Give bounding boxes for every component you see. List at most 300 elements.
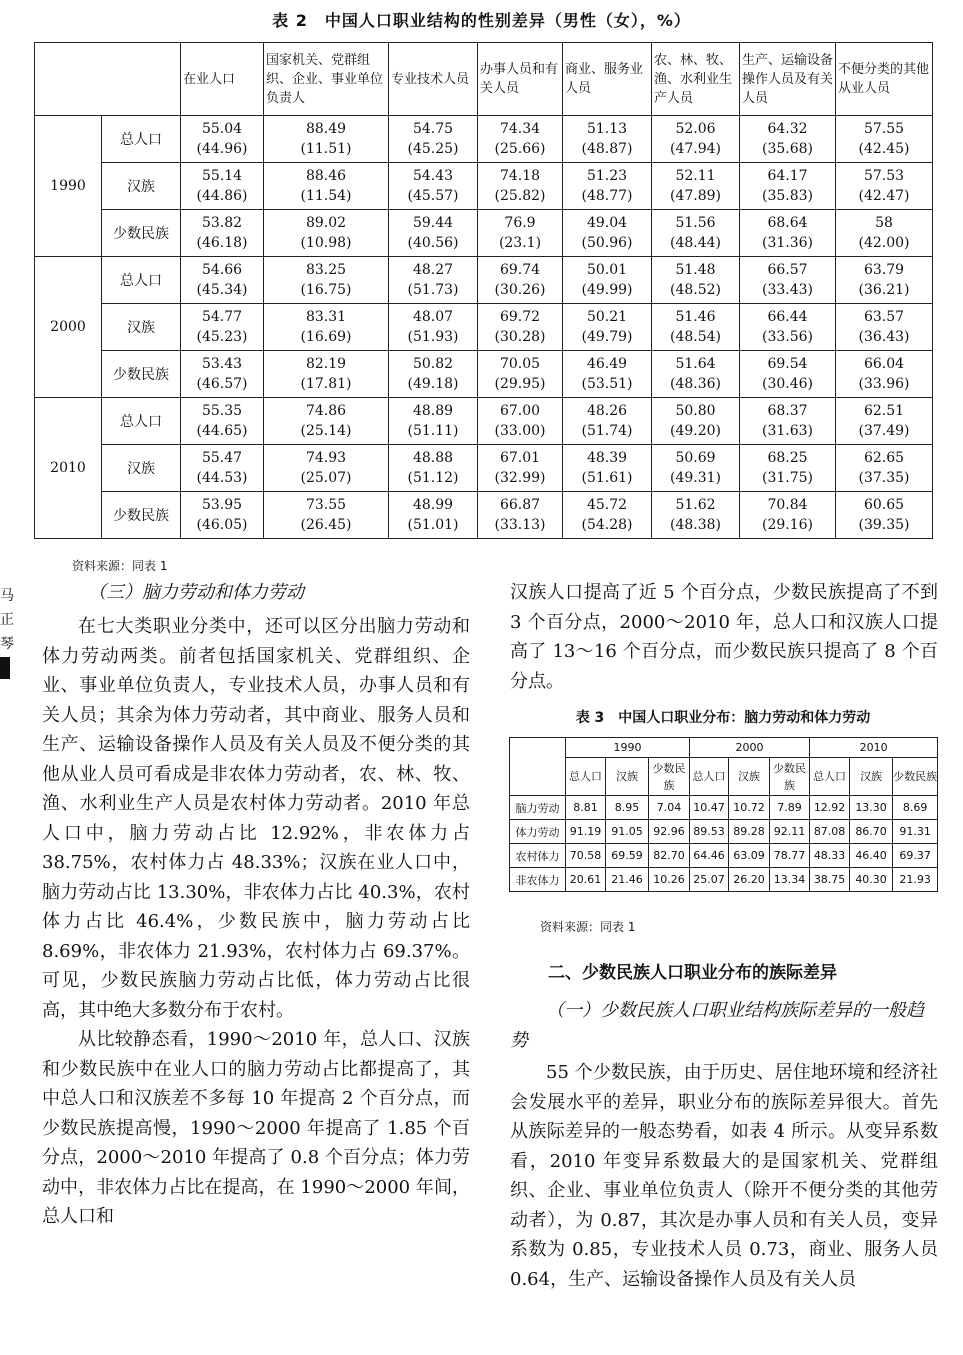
table2-row <box>35 257 933 304</box>
male-value: 49.04 <box>586 215 628 231</box>
female-value: (37.49) <box>858 423 910 439</box>
male-value: 67.00 <box>499 403 541 419</box>
table3-row-label: 脑力劳动 <box>510 796 566 820</box>
table3-value-cell: 87.08 <box>810 820 850 844</box>
table2-data-cell <box>389 492 478 539</box>
male-value: 64.32 <box>767 121 808 137</box>
table2-data-cell <box>563 398 652 445</box>
male-value: 67.01 <box>499 450 541 466</box>
table3-value-cell: 78.77 <box>770 844 810 868</box>
female-value: (25.14) <box>300 423 352 439</box>
table2-group-cell: 少数民族 <box>102 210 181 257</box>
table2-data-cell <box>652 445 740 492</box>
female-value: (49.20) <box>669 423 721 439</box>
table3-year-cell: 2010 <box>810 738 938 758</box>
female-value: (45.34) <box>196 282 248 298</box>
female-value: (16.75) <box>300 282 352 298</box>
female-value: (45.57) <box>407 188 459 204</box>
table2-data-cell <box>181 163 264 210</box>
table2-year-cell: 1990 <box>35 116 102 257</box>
table3-value-cell: 91.19 <box>566 820 606 844</box>
table3-subhead-cell: 总人口 <box>690 758 729 796</box>
female-value: (42.47) <box>858 188 910 204</box>
t2-header-cell: 农、林、牧、渔、水利业生产人员 <box>652 43 740 116</box>
right-paragraph: 汉族人口提高了近 5 个百分点，少数民族提高了不到 3 个百分点，2000～2010 年，总人口和汉族人口提高了 13～16 个百分点，而少数民族只提高了 8 个百分点。 <box>510 582 938 692</box>
table2-data-cell <box>264 163 389 210</box>
table2-data-cell <box>563 351 652 398</box>
table2-row <box>35 445 933 492</box>
male-value: 51.64 <box>675 356 716 372</box>
female-value: (33.43) <box>761 282 813 298</box>
male-value: 69.54 <box>767 356 808 372</box>
male-value: 66.57 <box>767 262 808 278</box>
female-value: (35.68) <box>761 141 813 157</box>
table2-data-cell <box>836 492 933 539</box>
female-value: (45.23) <box>196 329 248 345</box>
table2-group-cell: 总人口 <box>102 398 181 445</box>
male-value: 54.66 <box>201 262 243 278</box>
female-value: (50.96) <box>581 235 633 251</box>
female-value: (48.52) <box>669 282 721 298</box>
table2-data-cell <box>740 163 836 210</box>
right-column-text <box>510 1058 938 1294</box>
table3-value-cell: 46.40 <box>850 844 893 868</box>
table3-value-cell: 13.30 <box>850 796 893 820</box>
female-value: (33.13) <box>494 517 546 533</box>
table2-data-cell <box>740 492 836 539</box>
right-paragraph-top <box>510 578 938 696</box>
table2-data-cell <box>478 116 563 163</box>
male-value: 52.06 <box>675 121 716 137</box>
female-value: (25.07) <box>300 470 352 486</box>
table3-value-cell: 91.05 <box>606 820 649 844</box>
table3-corner-cell <box>510 738 566 796</box>
table2-data-cell <box>181 257 264 304</box>
female-value: (51.11) <box>407 423 459 439</box>
table2-data-cell <box>652 257 740 304</box>
female-value: (48.87) <box>581 141 633 157</box>
table3-value-cell: 69.37 <box>893 844 938 868</box>
male-value: 52.11 <box>675 168 716 184</box>
female-value: (36.21) <box>858 282 910 298</box>
table2-data-cell <box>264 257 389 304</box>
male-value: 74.93 <box>305 450 347 466</box>
male-value: 64.17 <box>767 168 808 184</box>
female-value: (39.35) <box>858 517 910 533</box>
table2-data-cell <box>478 492 563 539</box>
female-value: (53.51) <box>581 376 633 392</box>
male-value: 88.49 <box>305 121 347 137</box>
table2-source: 资料来源：同表 1 <box>72 559 168 573</box>
male-value: 50.21 <box>586 309 628 325</box>
male-value: 68.64 <box>767 215 808 231</box>
table3-value-cell: 20.61 <box>566 868 606 892</box>
female-value: (37.35) <box>858 470 910 486</box>
male-value: 53.43 <box>201 356 243 372</box>
t2-header-cell: 在业人口 <box>181 43 264 116</box>
table3-subhead-cell: 少数民族 <box>770 758 810 796</box>
table3-value-cell: 25.07 <box>690 868 729 892</box>
female-value: (35.83) <box>761 188 813 204</box>
table2-data-cell <box>652 398 740 445</box>
section-heading: 二、少数民族人口职业分布的族际差异 <box>548 963 837 983</box>
right-subhead: （一）少数民族人口职业结构族际差异的一般趋势 <box>510 1000 924 1051</box>
table2-data-cell <box>264 492 389 539</box>
male-value: 53.95 <box>201 497 243 513</box>
margin-author-marks <box>0 584 14 656</box>
t2-header-cell: 商业、服务业人员 <box>563 43 652 116</box>
table2-data-cell <box>740 257 836 304</box>
table2-data-cell <box>836 445 933 492</box>
male-value: 46.49 <box>586 356 628 372</box>
female-value: (48.77) <box>581 188 633 204</box>
table3-value-cell: 21.93 <box>893 868 938 892</box>
male-value: 68.37 <box>767 403 808 419</box>
table2-title: 表 2 中国人口职业结构的性别差异（男性（女），%） <box>272 11 691 30</box>
female-value: (49.99) <box>581 282 633 298</box>
table2-year-cell: 2010 <box>35 398 102 539</box>
male-value: 83.31 <box>305 309 347 325</box>
table3-value-cell: 8.81 <box>566 796 606 820</box>
male-value: 69.72 <box>499 309 541 325</box>
table3-value-cell: 12.92 <box>810 796 850 820</box>
female-value: (11.51) <box>300 141 352 157</box>
female-value: (31.75) <box>761 470 813 486</box>
t2-header-cell: 生产、运输设备操作人员及有关人员 <box>740 43 836 116</box>
margin-char: 琴 <box>0 636 14 652</box>
table2-data-cell <box>181 398 264 445</box>
right-paragraph: 55 个少数民族，由于历史、居住地环境和经济社会发展水平的差异，职业分布的族际差异很大。首先从族际差异的一般态势看，如表 4 所示。从变异系数看，2010 年变异系数最大的是国家机关、党群组织、企业、事业单位负责人（除开不便分类的其他劳动者），为 0.87，其次是办事人员和有关人员，变异系数为 0.85，专业技术人员 0.73，商业、服务人员 0.64，生产、运输设备操作人员及有关人员 <box>510 1062 938 1290</box>
male-value: 51.46 <box>675 309 716 325</box>
female-value: (10.98) <box>300 235 352 251</box>
table3-value-cell: 8.69 <box>893 796 938 820</box>
male-value: 50.82 <box>412 356 454 372</box>
table3-subhead-cell: 少数民族 <box>893 758 938 796</box>
table3-year-cell: 1990 <box>566 738 690 758</box>
table2-group-cell: 汉族 <box>102 163 181 210</box>
table2-data-cell <box>836 163 933 210</box>
t2-header-cell: 国家机关、党群组织、企业、事业单位负责人 <box>264 43 389 116</box>
table2-data-cell <box>389 304 478 351</box>
table3-value-cell: 64.46 <box>690 844 729 868</box>
male-value: 53.82 <box>201 215 243 231</box>
male-value: 59.44 <box>412 215 454 231</box>
table3 <box>509 737 938 892</box>
female-value: (25.82) <box>494 188 546 204</box>
table2-row <box>35 398 933 445</box>
table2-data-cell <box>563 492 652 539</box>
margin-char: 正 <box>0 612 14 628</box>
table3-year-row <box>510 738 938 758</box>
male-value: 76.9 <box>504 215 536 231</box>
t2-header-cell: 办事人员和有关人员 <box>478 43 563 116</box>
table3-value-cell: 38.75 <box>810 868 850 892</box>
female-value: (30.26) <box>494 282 546 298</box>
table2-data-cell <box>478 351 563 398</box>
male-value: 88.46 <box>305 168 347 184</box>
table3-value-cell: 82.70 <box>649 844 690 868</box>
female-value: (29.95) <box>494 376 546 392</box>
table2-data-cell <box>181 351 264 398</box>
female-value: (16.69) <box>300 329 352 345</box>
table2-data-cell <box>389 116 478 163</box>
table2-corner-cell <box>35 43 181 116</box>
table2-row <box>35 163 933 210</box>
female-value: (51.73) <box>407 282 459 298</box>
male-value: 60.65 <box>863 497 905 513</box>
female-value: (47.89) <box>669 188 721 204</box>
left-subhead: （三）脑力劳动和体力劳动 <box>88 582 304 603</box>
table2-header-row <box>35 43 933 116</box>
male-value: 63.79 <box>863 262 905 278</box>
male-value: 62.51 <box>863 403 905 419</box>
female-value: (47.94) <box>669 141 721 157</box>
table3-value-cell: 21.46 <box>606 868 649 892</box>
female-value: (32.99) <box>494 470 546 486</box>
table2-data-cell <box>563 163 652 210</box>
male-value: 63.57 <box>863 309 905 325</box>
male-value: 55.14 <box>201 168 243 184</box>
table3-value-cell: 89.53 <box>690 820 729 844</box>
table2 <box>34 42 933 539</box>
table3-row <box>510 820 938 844</box>
male-value: 55.35 <box>201 403 243 419</box>
male-value: 50.01 <box>586 262 628 278</box>
female-value: (42.45) <box>858 141 910 157</box>
table2-data-cell <box>389 163 478 210</box>
male-value: 51.62 <box>675 497 716 513</box>
table2-data-cell <box>389 257 478 304</box>
male-value: 48.89 <box>412 403 454 419</box>
table2-data-cell <box>478 398 563 445</box>
table2-data-cell <box>652 492 740 539</box>
female-value: (48.36) <box>669 376 721 392</box>
table3-subhead-cell: 汉族 <box>729 758 770 796</box>
male-value: 66.87 <box>499 497 541 513</box>
female-value: (42.00) <box>858 235 910 251</box>
table2-data-cell <box>836 398 933 445</box>
female-value: (45.25) <box>407 141 459 157</box>
female-value: (30.46) <box>761 376 813 392</box>
female-value: (54.28) <box>581 517 633 533</box>
male-value: 51.23 <box>586 168 628 184</box>
table2-group-cell: 汉族 <box>102 445 181 492</box>
female-value: (44.65) <box>196 423 248 439</box>
table2-data-cell <box>652 351 740 398</box>
female-value: (46.05) <box>196 517 248 533</box>
female-value: (33.00) <box>494 423 546 439</box>
table3-row-label: 非农体力 <box>510 868 566 892</box>
female-value: (46.18) <box>196 235 248 251</box>
table2-data-cell <box>563 257 652 304</box>
table2-data-cell <box>652 304 740 351</box>
table3-value-cell: 92.11 <box>770 820 810 844</box>
table2-group-cell: 汉族 <box>102 304 181 351</box>
table3-value-cell: 10.72 <box>729 796 770 820</box>
table3-subhead-cell: 总人口 <box>810 758 850 796</box>
male-value: 54.75 <box>412 121 454 137</box>
table2-data-cell <box>740 116 836 163</box>
table2-data-cell <box>389 351 478 398</box>
table3-value-cell: 70.58 <box>566 844 606 868</box>
margin-char: 马 <box>0 588 14 604</box>
male-value: 55.47 <box>201 450 243 466</box>
male-value: 82.19 <box>305 356 347 372</box>
male-value: 70.84 <box>767 497 808 513</box>
male-value: 89.02 <box>305 215 347 231</box>
table2-group-cell: 少数民族 <box>102 492 181 539</box>
table3-value-cell: 86.70 <box>850 820 893 844</box>
table2-data-cell <box>478 445 563 492</box>
male-value: 48.07 <box>412 309 454 325</box>
female-value: (44.53) <box>196 470 248 486</box>
table2-data-cell <box>740 445 836 492</box>
female-value: (51.93) <box>407 329 459 345</box>
male-value: 57.55 <box>863 121 905 137</box>
female-value: (48.38) <box>669 517 721 533</box>
table2-data-cell <box>478 304 563 351</box>
table2-group-cell: 少数民族 <box>102 351 181 398</box>
male-value: 48.39 <box>586 450 628 466</box>
female-value: (51.61) <box>581 470 633 486</box>
table2-data-cell <box>264 116 389 163</box>
table2-data-cell <box>264 398 389 445</box>
male-value: 74.18 <box>499 168 541 184</box>
table2-data-cell <box>740 351 836 398</box>
table2-data-cell <box>652 116 740 163</box>
table2-data-cell <box>181 492 264 539</box>
table3-subhead-cell: 总人口 <box>566 758 606 796</box>
female-value: (17.81) <box>300 376 352 392</box>
female-value: (49.18) <box>407 376 459 392</box>
table2-data-cell <box>563 210 652 257</box>
table3-subhead-cell: 汉族 <box>606 758 649 796</box>
male-value: 48.88 <box>412 450 454 466</box>
female-value: (31.36) <box>761 235 813 251</box>
female-value: (49.31) <box>669 470 721 486</box>
table2-data-cell <box>181 116 264 163</box>
table3-value-cell: 10.26 <box>649 868 690 892</box>
table2-row <box>35 210 933 257</box>
table2-data-cell <box>740 304 836 351</box>
left-column-text <box>42 612 470 1232</box>
table3-subhead-cell: 少数民族 <box>649 758 690 796</box>
male-value: 83.25 <box>305 262 347 278</box>
table3-value-cell: 7.04 <box>649 796 690 820</box>
female-value: (23.1) <box>498 235 542 251</box>
table3-value-cell: 26.20 <box>729 868 770 892</box>
table2-data-cell <box>264 304 389 351</box>
table3-value-cell: 7.89 <box>770 796 810 820</box>
table3-value-cell: 40.30 <box>850 868 893 892</box>
table2-data-cell <box>389 398 478 445</box>
female-value: (44.96) <box>196 141 248 157</box>
female-value: (49.79) <box>581 329 633 345</box>
male-value: 50.80 <box>675 403 716 419</box>
table2-data-cell <box>478 210 563 257</box>
table3-value-cell: 10.47 <box>690 796 729 820</box>
table2-data-cell <box>264 445 389 492</box>
table2-data-cell <box>181 210 264 257</box>
table3-value-cell: 8.95 <box>606 796 649 820</box>
table2-data-cell <box>836 351 933 398</box>
table2-year-cell: 2000 <box>35 257 102 398</box>
table2-data-cell <box>389 445 478 492</box>
male-value: 51.13 <box>586 121 628 137</box>
table2-data-cell <box>563 304 652 351</box>
table2-data-cell <box>264 210 389 257</box>
table2-group-cell: 总人口 <box>102 116 181 163</box>
left-paragraph: 从比较静态看，1990～2010 年，总人口、汉族和少数民族中在业人口的脑力劳动占比都提高了，其中总人口和汉族差不多每 10 年提高 2 个百分点，而少数民族提高慢，1990～2000 年提高了 1.85 个百分点，2000～2010 年提高了 0.8 个百分点；体力劳动中，非农体力占比在提高，在 1990～2000 年间，总人口和 <box>42 1029 470 1227</box>
male-value: 74.34 <box>499 121 541 137</box>
table2-data-cell <box>652 163 740 210</box>
female-value: (31.63) <box>761 423 813 439</box>
male-value: 66.04 <box>863 356 905 372</box>
male-value: 54.77 <box>201 309 243 325</box>
female-value: (26.45) <box>300 517 352 533</box>
table2-group-cell: 总人口 <box>102 257 181 304</box>
table3-year-cell: 2000 <box>690 738 810 758</box>
male-value: 62.65 <box>863 450 905 466</box>
female-value: (33.56) <box>761 329 813 345</box>
male-value: 45.72 <box>586 497 628 513</box>
female-value: (48.44) <box>669 235 721 251</box>
table2-data-cell <box>478 257 563 304</box>
female-value: (33.96) <box>858 376 910 392</box>
table3-row <box>510 844 938 868</box>
table2-data-cell <box>389 210 478 257</box>
female-value: (40.56) <box>407 235 459 251</box>
table3-row <box>510 796 938 820</box>
table3-value-cell: 91.31 <box>893 820 938 844</box>
female-value: (51.74) <box>581 423 633 439</box>
table2-data-cell <box>264 351 389 398</box>
table2-data-cell <box>740 210 836 257</box>
male-value: 55.04 <box>201 121 243 137</box>
table3-subhead-cell: 汉族 <box>850 758 893 796</box>
male-value: 66.44 <box>767 309 808 325</box>
table2-data-cell <box>836 257 933 304</box>
male-value: 51.56 <box>675 215 716 231</box>
table3-title: 表 3 中国人口职业分布：脑力劳动和体力劳动 <box>575 710 871 726</box>
table2-row <box>35 351 933 398</box>
table3-value-cell: 48.33 <box>810 844 850 868</box>
table2-data-cell <box>478 163 563 210</box>
female-value: (11.54) <box>300 188 352 204</box>
table2-data-cell <box>836 116 933 163</box>
table3-value-cell: 13.34 <box>770 868 810 892</box>
table3-row-label: 体力劳动 <box>510 820 566 844</box>
table2-row <box>35 304 933 351</box>
table2-data-cell <box>836 304 933 351</box>
t2-header-cell: 不便分类的其他从业人员 <box>836 43 933 116</box>
female-value: (25.66) <box>494 141 546 157</box>
table3-source: 资料来源：同表 1 <box>540 920 636 934</box>
male-value: 74.86 <box>305 403 347 419</box>
table2-data-cell <box>181 304 264 351</box>
male-value: 70.05 <box>499 356 541 372</box>
t2-header-cell: 专业技术人员 <box>389 43 478 116</box>
table2-data-cell <box>563 445 652 492</box>
male-value: 48.99 <box>412 497 454 513</box>
male-value: 58 <box>875 215 893 231</box>
female-value: (51.12) <box>407 470 459 486</box>
table2-data-cell <box>563 116 652 163</box>
male-value: 48.26 <box>586 403 628 419</box>
table3-value-cell: 92.96 <box>649 820 690 844</box>
table3-subhead-row <box>510 758 938 796</box>
male-value: 54.43 <box>412 168 454 184</box>
